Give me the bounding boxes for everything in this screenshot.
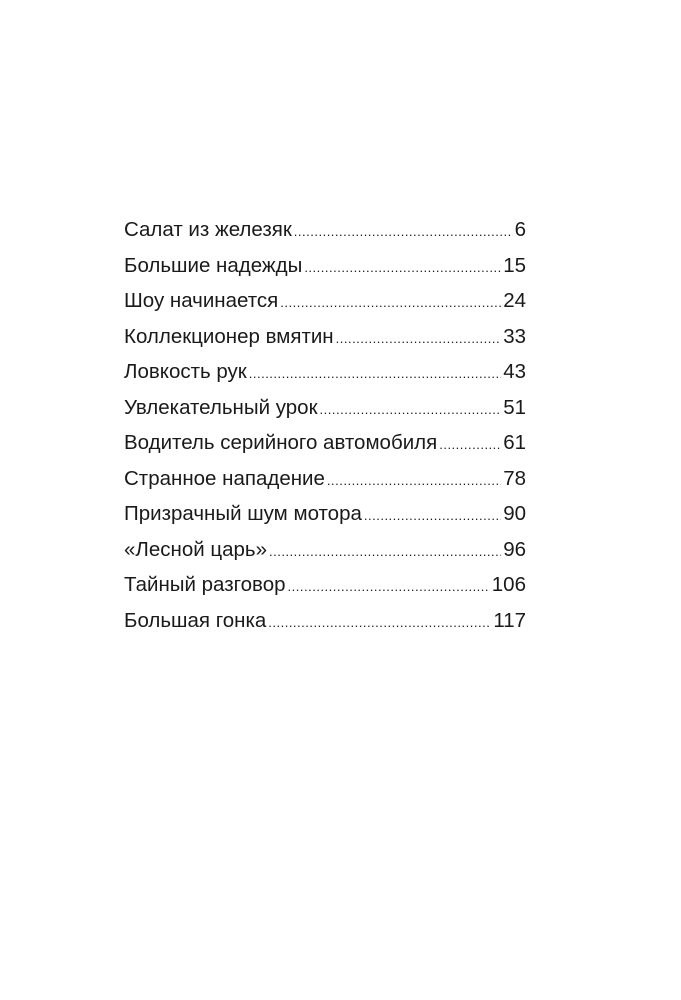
toc-entry xyxy=(124,425,526,461)
dot-leader xyxy=(336,321,502,357)
toc-entry-title: «Лесной царь» xyxy=(124,537,267,561)
toc-entry-page-number: 61 xyxy=(503,431,526,454)
toc-entry-page-number: 24 xyxy=(503,289,526,312)
toc-entry-title: Коллекционер вмятин xyxy=(124,324,334,348)
toc-entry-page-number: 51 xyxy=(503,395,526,419)
toc-entry-title: Салат из железяк xyxy=(124,218,292,241)
toc-entry-page-number: 33 xyxy=(503,324,526,348)
dot-leader xyxy=(439,427,501,463)
toc-entry-page-number: 15 xyxy=(503,253,526,277)
dot-leader xyxy=(288,569,490,605)
toc-entry xyxy=(124,461,526,497)
toc-entry xyxy=(124,212,526,248)
toc-entry-title: Призрачный шум мотора xyxy=(124,502,362,525)
toc-entry-title: Ловкость рук xyxy=(124,360,247,383)
dot-leader xyxy=(327,463,501,499)
dot-leader xyxy=(320,392,502,428)
toc-entry-title: Тайный разговор xyxy=(124,573,286,596)
toc-entry-title: Водитель серийного автомобиля xyxy=(124,431,438,454)
dot-leader xyxy=(304,250,501,286)
toc-entry xyxy=(124,603,526,639)
toc-entry-page-number: 96 xyxy=(503,537,526,561)
toc-entry-page-number: 117 xyxy=(493,608,526,632)
toc-entry-title: Увлекательный урок xyxy=(124,395,318,419)
dot-leader xyxy=(294,214,513,250)
dot-leader xyxy=(269,534,501,570)
toc-entry xyxy=(124,248,526,284)
toc-entry xyxy=(124,283,526,319)
toc-entry xyxy=(124,390,526,426)
toc-entry xyxy=(124,354,526,390)
toc-entry-page-number: 43 xyxy=(503,360,526,383)
toc-entry-title: Шоу начинается xyxy=(124,289,279,312)
dot-leader xyxy=(268,605,491,641)
toc-entry xyxy=(124,532,526,568)
toc-entry-title: Большие надежды xyxy=(124,253,303,277)
table-of-contents xyxy=(124,212,526,638)
toc-entry-page-number: 78 xyxy=(503,466,526,490)
toc-entry xyxy=(124,319,526,355)
toc-entry-page-number: 106 xyxy=(491,573,526,596)
toc-entry xyxy=(124,567,526,603)
toc-entry-title: Странное нападение xyxy=(124,466,325,490)
dot-leader xyxy=(249,356,501,392)
dot-leader xyxy=(280,285,501,321)
dot-leader xyxy=(364,498,501,534)
toc-entry xyxy=(124,496,526,532)
toc-entry-page-number: 90 xyxy=(503,502,526,525)
toc-entry-page-number: 6 xyxy=(514,218,526,241)
toc-entry-title: Большая гонка xyxy=(124,608,267,632)
